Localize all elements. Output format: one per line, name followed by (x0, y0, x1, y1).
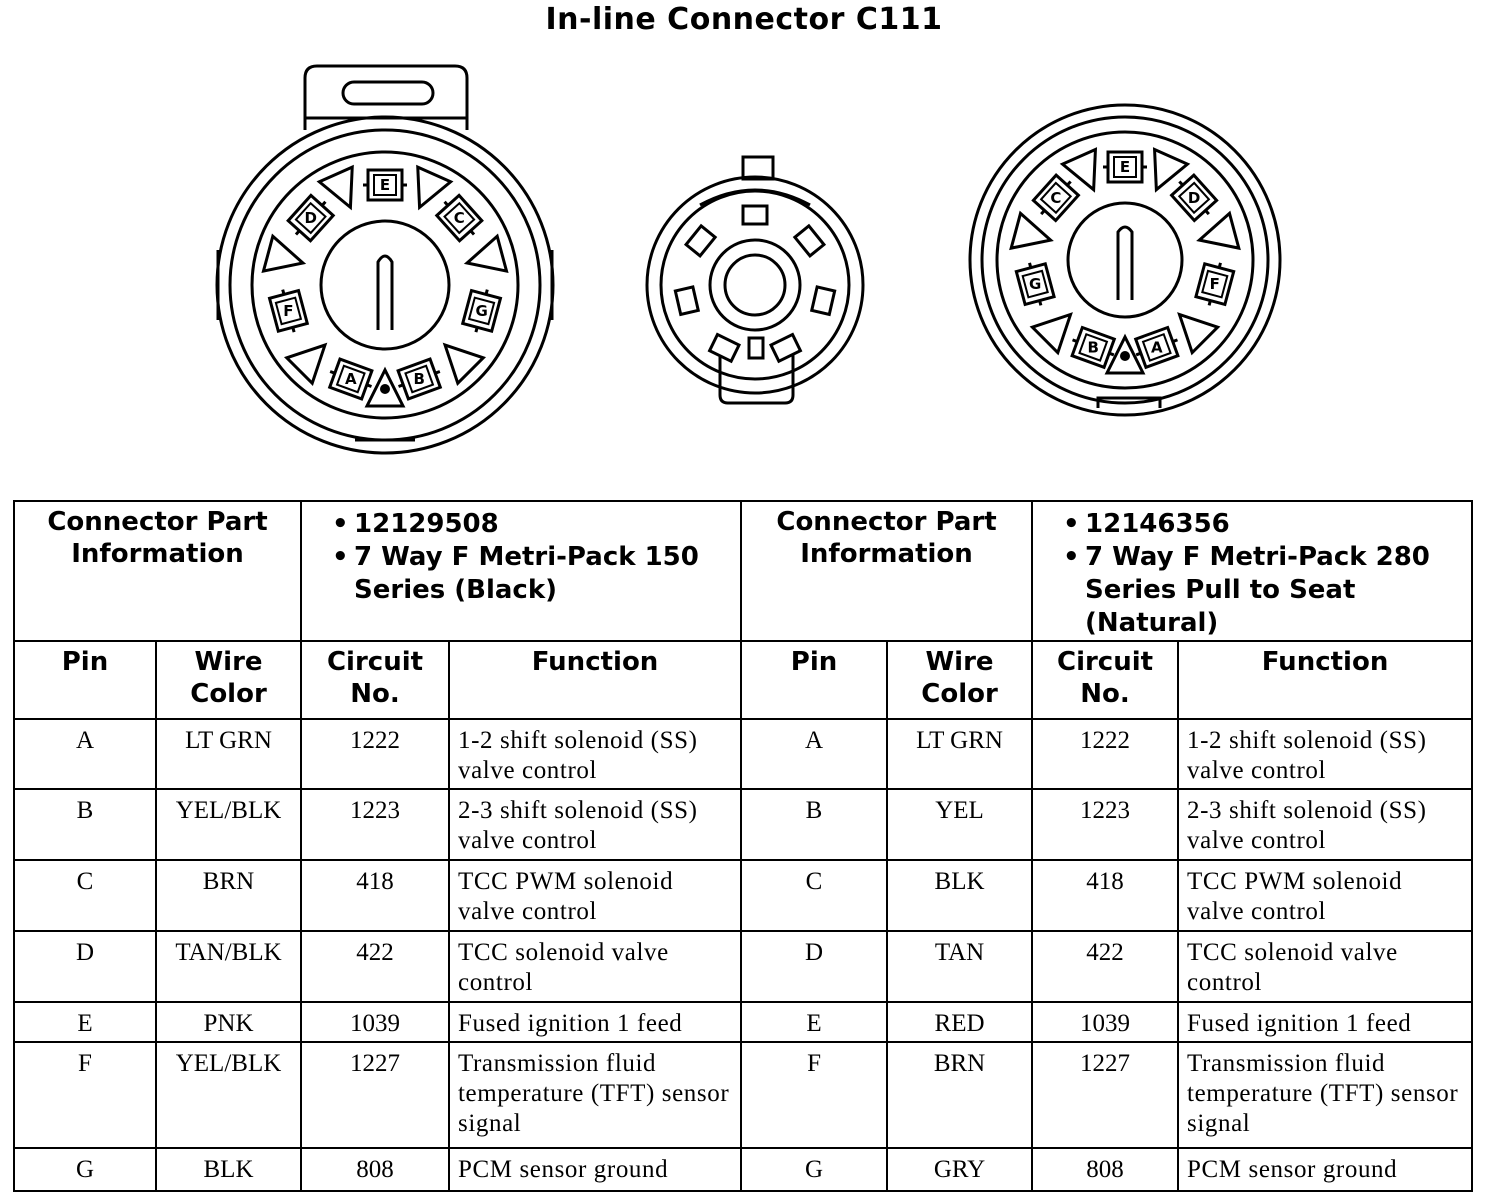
right-circuit: 1227 (1032, 1042, 1178, 1148)
left-pin-cavities (268, 170, 502, 401)
table-row (14, 1148, 1472, 1191)
table-row (14, 1002, 1472, 1042)
right-pin: C (741, 860, 887, 931)
pin-cavity-e (1103, 152, 1147, 182)
left-pin: F (14, 1042, 156, 1148)
pin-label-f: F (1209, 275, 1220, 294)
pin-label-c: C (1050, 188, 1062, 207)
left-circuit: 1223 (301, 789, 449, 860)
right-col-circuit-header: Circuit No. (1032, 641, 1178, 719)
left-circuit: 1227 (301, 1042, 449, 1148)
left-circuit: 808 (301, 1148, 449, 1191)
right-circuit: 808 (1032, 1148, 1178, 1191)
left-pin: G (14, 1148, 156, 1191)
right-function: 2-3 shift solenoid (SS) valve control (1178, 789, 1472, 860)
right-function: TCC PWM solenoid valve control (1178, 860, 1472, 931)
diagram-title: In-line Connector C111 (545, 2, 943, 37)
left-pin: E (14, 1002, 156, 1042)
keying-triangle (263, 236, 307, 280)
pin-cavity-a (325, 357, 377, 400)
left-wire-color: PNK (156, 1002, 301, 1042)
keying-triangle (1063, 149, 1111, 197)
right-col-wire-color-header: Wire Color (887, 641, 1032, 719)
right-wire-color: BLK (887, 860, 1032, 931)
terminal-slot (710, 335, 739, 362)
right-wire-color: RED (887, 1002, 1032, 1042)
keying-triangle (287, 332, 338, 383)
pin-label-b: B (413, 370, 425, 388)
pin-label-f: F (283, 301, 294, 320)
terminal-slot (812, 287, 835, 314)
left-pin: B (14, 789, 156, 860)
pin-label-e: E (379, 176, 391, 194)
pin-cavity-f (1195, 259, 1235, 309)
polarity-dot (380, 384, 390, 394)
right-function: Fused ignition 1 feed (1178, 1002, 1472, 1042)
right-part-description: • 7 Way F Metri-Pack 280 Series Pull to Seat (Natural) (1063, 541, 1463, 640)
left-pin: A (14, 719, 156, 789)
right-circuit: 1039 (1032, 1002, 1178, 1042)
pin-label-e: E (1119, 158, 1131, 176)
right-circuit: 418 (1032, 860, 1178, 931)
right-function: Transmission fluid temperature (TFT) sensor signal (1178, 1042, 1472, 1148)
left-triangles (263, 167, 506, 406)
right-col-function-header: Function (1178, 641, 1472, 719)
left-col-circuit-header: Circuit No. (301, 641, 449, 719)
right-pin: D (741, 931, 887, 1002)
left-function: PCM sensor ground (449, 1148, 741, 1191)
connector-diagrams (0, 40, 1488, 460)
right-wire-color: YEL (887, 789, 1032, 860)
polarity-dot (1120, 351, 1130, 361)
middle-connector-face (647, 157, 863, 403)
left-wire-color: LT GRN (156, 719, 301, 789)
right-col-pin-header: Pin (741, 641, 887, 719)
pin-cavity-e (363, 170, 407, 200)
table-row (14, 719, 1472, 789)
keying-triangle (462, 236, 506, 280)
left-wire-color: BLK (156, 1148, 301, 1191)
terminal-slot (675, 287, 698, 314)
pin-label-a: A (344, 370, 357, 388)
left-wire-color: YEL/BLK (156, 1042, 301, 1148)
right-circuit: 1223 (1032, 789, 1178, 860)
left-part-description: • 7 Way F Metri-Pack 150 Series (Black) (332, 541, 732, 607)
right-circuit: 1222 (1032, 719, 1178, 789)
right-pin: A (741, 719, 887, 789)
pinout-table (13, 500, 1473, 1192)
pin-label-b: B (1087, 338, 1099, 357)
pin-cavity-g (1015, 259, 1055, 309)
keying-triangle (1140, 149, 1188, 197)
terminal-slot (743, 206, 767, 224)
pin-label-c: C (453, 209, 465, 228)
pin-cavity-f (268, 286, 308, 336)
right-function: 1-2 shift solenoid (SS) valve control (1178, 719, 1472, 789)
pin-label-d: D (304, 209, 317, 228)
table-row (14, 931, 1472, 1002)
pin-cavity-b (393, 357, 445, 400)
pin-cavity-d (1168, 171, 1220, 224)
left-function: Transmission fluid temperature (TFT) sensor signal (449, 1042, 741, 1148)
left-pin: D (14, 931, 156, 1002)
right-function: PCM sensor ground (1178, 1148, 1472, 1191)
left-wire-color: BRN (156, 860, 301, 931)
pin-cavity-c (1030, 171, 1082, 224)
pin-label-g: G (1029, 275, 1042, 294)
pin-label-g: G (475, 301, 488, 320)
right-function: TCC solenoid valve control (1178, 931, 1472, 1002)
left-wire-color: YEL/BLK (156, 789, 301, 860)
right-wire-color: LT GRN (887, 719, 1032, 789)
table-row (14, 789, 1472, 860)
right-wire-color: TAN (887, 931, 1032, 1002)
pin-cavity-c (433, 192, 485, 245)
right-pin: B (741, 789, 887, 860)
terminal-slot (771, 335, 800, 362)
right-wire-color: BRN (887, 1042, 1032, 1148)
keying-triangle (1195, 213, 1239, 257)
right-part-info (1032, 501, 1472, 641)
left-part-info (301, 501, 741, 641)
right-connector-face (970, 105, 1280, 415)
pin-label-a: A (1150, 338, 1163, 357)
left-function: 2-3 shift solenoid (SS) valve control (449, 789, 741, 860)
keying-triangle (432, 332, 483, 383)
keying-triangle (1011, 213, 1055, 257)
left-function: 1-2 shift solenoid (SS) valve control (449, 719, 741, 789)
right-circuit: 422 (1032, 931, 1178, 1002)
left-circuit: 418 (301, 860, 449, 931)
left-function: TCC solenoid valve control (449, 931, 741, 1002)
pin-label-d: D (1187, 188, 1201, 207)
left-circuit: 1222 (301, 719, 449, 789)
left-circuit: 422 (301, 931, 449, 1002)
left-part-number: • 12129508 (332, 508, 732, 541)
right-pin: E (741, 1002, 887, 1042)
left-col-pin-header: Pin (14, 641, 156, 719)
pin-cavity-d (285, 192, 337, 245)
left-col-function-header: Function (449, 641, 741, 719)
right-part-info-label: Connector Part Information (741, 501, 1032, 641)
right-part-number: • 12146356 (1063, 508, 1463, 541)
right-pin: G (741, 1148, 887, 1191)
left-function: Fused ignition 1 feed (449, 1002, 741, 1042)
left-circuit: 1039 (301, 1002, 449, 1042)
left-part-info-label: Connector Part Information (14, 501, 301, 641)
left-connector-face (217, 66, 553, 453)
terminal-slot (686, 226, 715, 256)
pin-cavity-g (461, 286, 501, 336)
table-row (14, 860, 1472, 931)
left-col-wire-color-header: Wire Color (156, 641, 301, 719)
terminal-slot (795, 226, 824, 256)
left-wire-color: TAN/BLK (156, 931, 301, 1002)
table-row (14, 1042, 1472, 1148)
left-pin: C (14, 860, 156, 931)
right-pin: F (741, 1042, 887, 1148)
left-function: TCC PWM solenoid valve control (449, 860, 741, 931)
right-wire-color: GRY (887, 1148, 1032, 1191)
